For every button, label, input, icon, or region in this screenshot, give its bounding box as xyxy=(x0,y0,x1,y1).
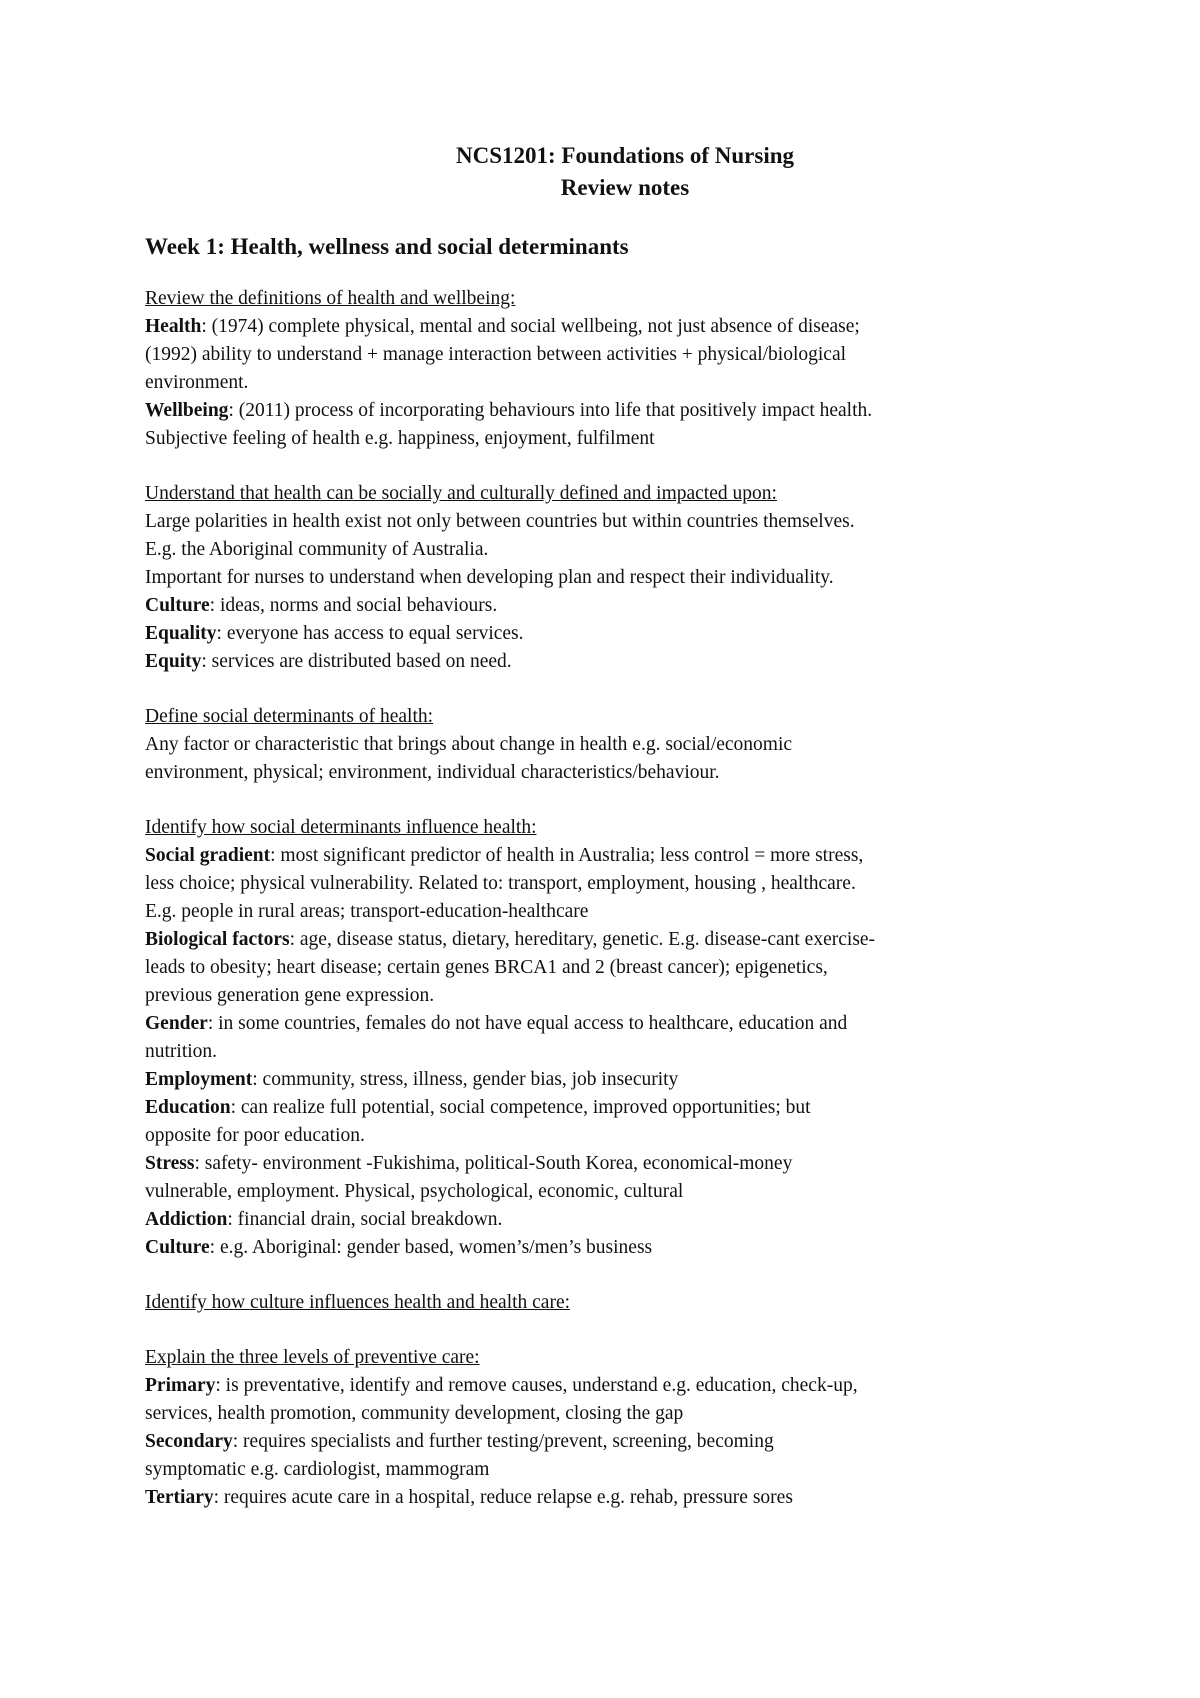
note-text: environment. xyxy=(145,372,249,393)
note-line xyxy=(145,1400,1105,1428)
note-text: leads to obesity; heart disease; certain genes BRCA1 and 2 (breast cancer); epigenetics, xyxy=(145,957,828,978)
note-text: : age, disease status, dietary, hereditary, genetic. E.g. disease-cant exercise- xyxy=(289,929,876,950)
term-label: Secondary xyxy=(145,1431,233,1452)
note-line xyxy=(145,1066,1105,1094)
note-section xyxy=(145,285,1105,453)
note-line xyxy=(145,1428,1105,1456)
document-subtitle: Review notes xyxy=(560,175,690,200)
term-label: Education xyxy=(145,1097,231,1118)
note-text: Large polarities in health exist not only between countries but within countries themselves. xyxy=(145,511,855,532)
note-text: (1992) ability to understand + manage interaction between activities + physical/biological xyxy=(145,344,847,365)
note-section xyxy=(145,814,1105,1262)
note-line xyxy=(145,341,1105,369)
note-text: : safety- environment -Fukishima, political-South Korea, economical-money xyxy=(194,1153,793,1174)
note-text: services, health promotion, community development, closing the gap xyxy=(145,1403,684,1424)
note-line xyxy=(145,1038,1105,1066)
note-line xyxy=(145,620,1105,648)
note-line xyxy=(145,648,1105,676)
note-line xyxy=(145,369,1105,397)
note-line xyxy=(145,1234,1105,1262)
term-label: Stress xyxy=(145,1153,195,1174)
document-title: NCS1201: Foundations of Nursing xyxy=(455,143,795,168)
note-line xyxy=(145,1456,1105,1484)
section-heading: Identify how culture influences health and health care: xyxy=(145,1292,571,1313)
note-text: : requires acute care in a hospital, reduce relapse e.g. rehab, pressure sores xyxy=(213,1487,793,1508)
note-text: : can realize full potential, social competence, improved opportunities; but xyxy=(230,1097,811,1118)
note-line xyxy=(145,1372,1105,1400)
note-line xyxy=(145,842,1105,870)
note-line xyxy=(145,731,1105,759)
note-line xyxy=(145,397,1105,425)
section-heading: Define social determinants of health: xyxy=(145,706,434,727)
term-label: Biological factors xyxy=(145,929,290,950)
section-heading: Review the definitions of health and wellbeing: xyxy=(145,288,516,309)
note-text: : services are distributed based on need. xyxy=(201,651,512,672)
note-line xyxy=(145,313,1105,341)
note-section xyxy=(145,1289,1105,1317)
note-text: : financial drain, social breakdown. xyxy=(227,1209,503,1230)
section-heading: Identify how social determinants influence health: xyxy=(145,817,537,838)
note-line xyxy=(145,982,1105,1010)
note-line xyxy=(145,1122,1105,1150)
note-line xyxy=(145,1010,1105,1038)
note-text: : is preventative, identify and remove causes, understand e.g. education, check-up, xyxy=(215,1375,858,1396)
term-label: Culture xyxy=(145,1237,210,1258)
note-line xyxy=(145,898,1105,926)
note-section xyxy=(145,703,1105,787)
note-line xyxy=(145,536,1105,564)
note-line xyxy=(145,508,1105,536)
note-text: Important for nurses to understand when developing plan and respect their individuality. xyxy=(145,567,834,588)
note-line xyxy=(145,1094,1105,1122)
term-label: Culture xyxy=(145,595,210,616)
term-label: Addiction xyxy=(145,1209,228,1230)
note-text: Any factor or characteristic that brings about change in health e.g. social/economic xyxy=(145,734,793,755)
term-label: Tertiary xyxy=(145,1487,214,1508)
note-line xyxy=(145,870,1105,898)
note-text: : (2011) process of incorporating behaviours into life that positively impact health. xyxy=(228,400,873,421)
term-label: Employment xyxy=(145,1069,253,1090)
note-line xyxy=(145,564,1105,592)
note-text: : ideas, norms and social behaviours. xyxy=(209,595,498,616)
note-section xyxy=(145,1344,1105,1512)
note-text: Subjective feeling of health e.g. happiness, enjoyment, fulfilment xyxy=(145,428,655,449)
term-label: Equality xyxy=(145,623,217,644)
term-label: Equity xyxy=(145,651,202,672)
note-text: E.g. people in rural areas; transport-education-healthcare xyxy=(145,901,589,922)
term-label: Health xyxy=(145,316,202,337)
note-line xyxy=(145,954,1105,982)
note-line xyxy=(145,1178,1105,1206)
note-text: : most significant predictor of health in Australia; less control = more stress, xyxy=(270,845,864,866)
term-label: Gender xyxy=(145,1013,208,1034)
note-text: : community, stress, illness, gender bias, job insecurity xyxy=(252,1069,679,1090)
note-text: : e.g. Aboriginal: gender based, women’s/men’s business xyxy=(209,1237,653,1258)
term-label: Wellbeing xyxy=(145,400,229,421)
note-text: symptomatic e.g. cardiologist, mammogram xyxy=(145,1459,490,1480)
note-text: vulnerable, employment. Physical, psychological, economic, cultural xyxy=(145,1181,684,1202)
note-line xyxy=(145,1206,1105,1234)
section-heading: Understand that health can be socially and culturally defined and impacted upon: xyxy=(145,483,777,504)
note-text: : requires specialists and further testing/prevent, screening, becoming xyxy=(232,1431,774,1452)
week-heading: Week 1: Health, wellness and social determinants xyxy=(145,234,629,259)
note-section xyxy=(145,480,1105,676)
term-label: Social gradient xyxy=(145,845,271,866)
note-text: environment, physical; environment, individual characteristics/behaviour. xyxy=(145,762,720,783)
note-line xyxy=(145,592,1105,620)
note-line xyxy=(145,1484,1105,1512)
note-text: nutrition. xyxy=(145,1041,218,1062)
note-line xyxy=(145,926,1105,954)
note-text: previous generation gene expression. xyxy=(145,985,435,1006)
document-page xyxy=(145,140,1105,1512)
note-text: : (1974) complete physical, mental and social wellbeing, not just absence of disease; xyxy=(201,316,860,337)
note-text: : in some countries, females do not have equal access to healthcare, education and xyxy=(207,1013,848,1034)
term-label: Primary xyxy=(145,1375,216,1396)
note-line xyxy=(145,1150,1105,1178)
note-text: E.g. the Aboriginal community of Australia. xyxy=(145,539,489,560)
note-text: : everyone has access to equal services. xyxy=(216,623,524,644)
note-line xyxy=(145,759,1105,787)
note-text: opposite for poor education. xyxy=(145,1125,365,1146)
section-heading: Explain the three levels of preventive care: xyxy=(145,1347,480,1368)
note-text: less choice; physical vulnerability. Related to: transport, employment, housing , healthcare. xyxy=(145,873,856,894)
note-line xyxy=(145,425,1105,453)
sections-container xyxy=(145,285,1105,1512)
